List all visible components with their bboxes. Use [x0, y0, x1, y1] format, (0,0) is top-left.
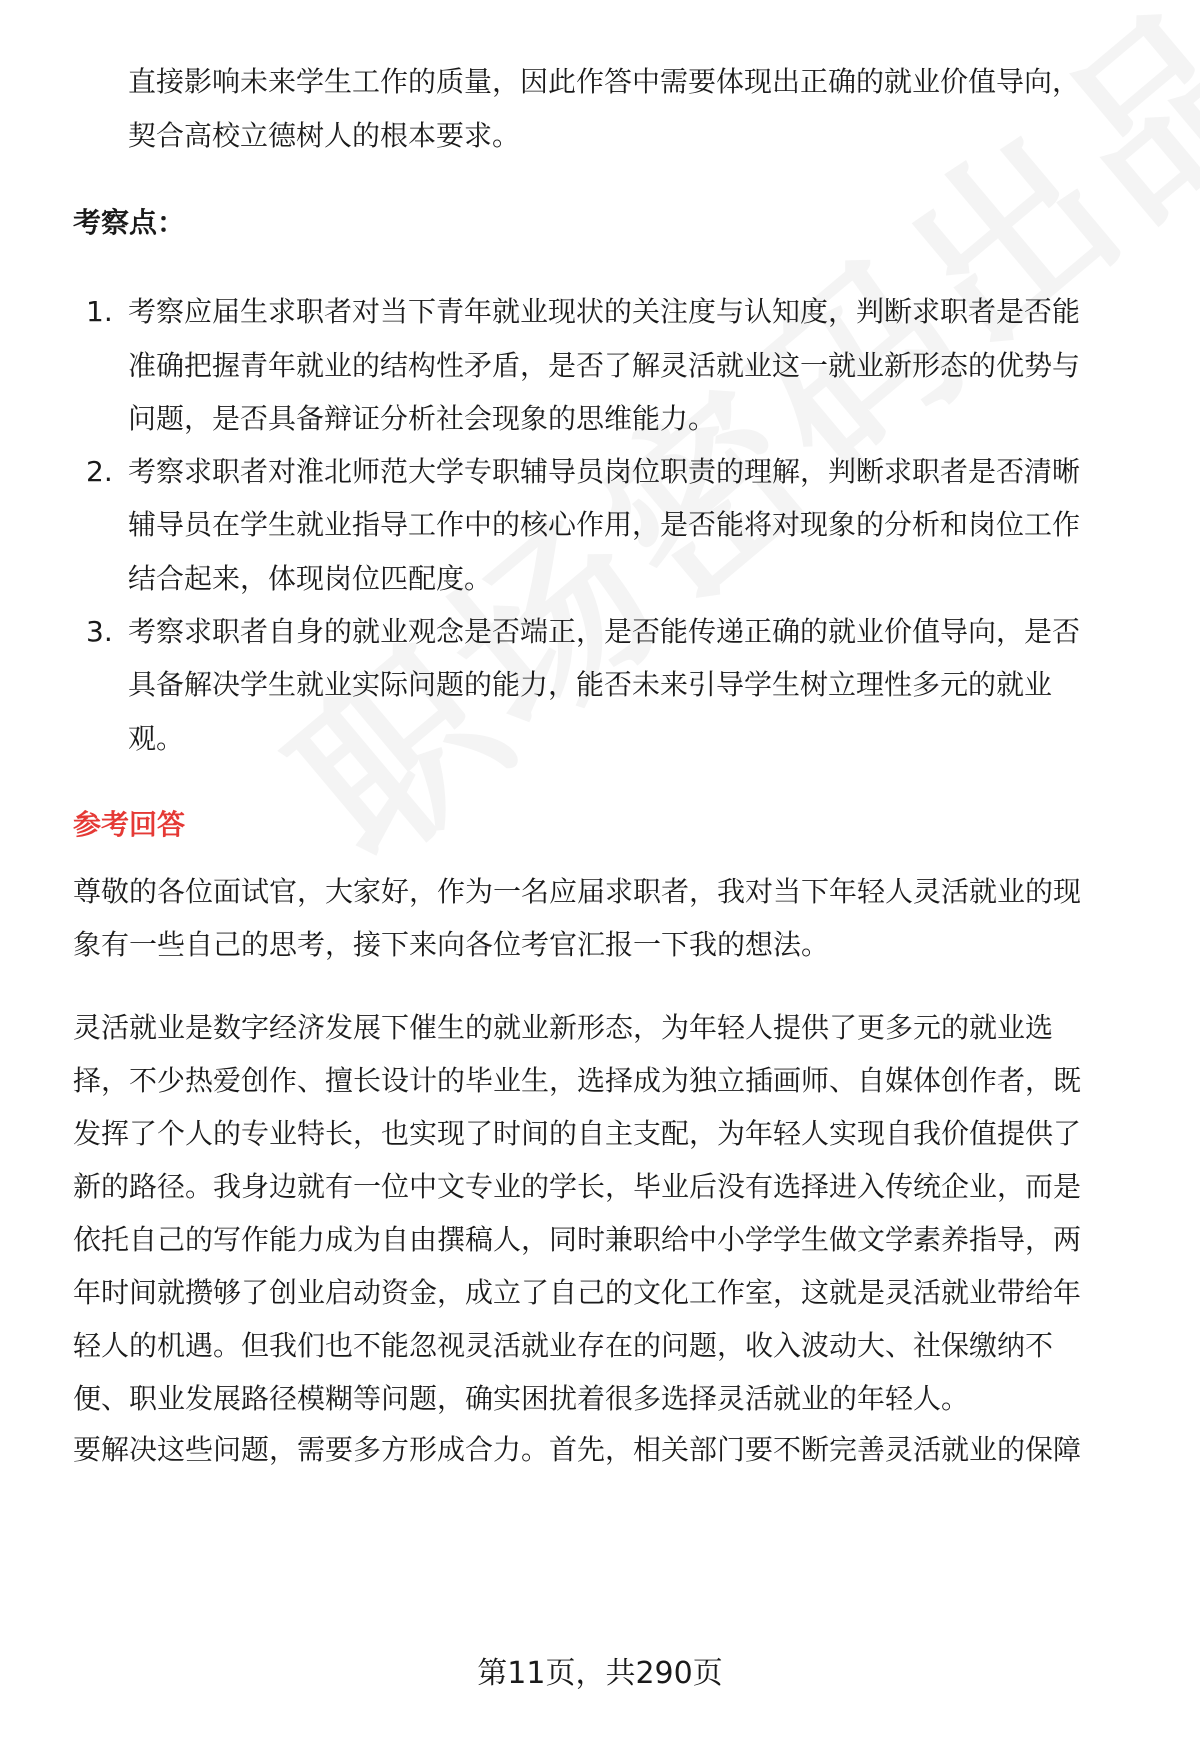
list-item-line: 考察应届生求职者对当下青年就业现状的关注度与认知度，判断求职者是否能 — [128, 295, 1081, 328]
answer-line: 择，不少热爱创作、擅长设计的毕业生，选择成为独立插画师、自媒体创作者，既 — [73, 1064, 1082, 1097]
answer-line: 依托自己的写作能力成为自由撰稿人，同时兼职给中小学学生做文学素养指导，两 — [73, 1223, 1082, 1256]
answer-line: 象有一些自己的思考，接下来向各位考官汇报一下我的想法。 — [73, 928, 830, 961]
list-item-line: 问题，是否具备辩证分析社会现象的思维能力。 — [128, 402, 717, 435]
list-item-number: 1. — [86, 295, 113, 328]
list-item-line: 观。 — [128, 722, 185, 755]
intro-line: 直接影响未来学生工作的质量，因此作答中需要体现出正确的就业价值导向， — [128, 65, 1081, 98]
answer-line: 灵活就业是数字经济发展下催生的就业新形态，为年轻人提供了更多元的就业选 — [73, 1011, 1054, 1044]
list-item-line: 准确把握青年就业的结构性矛盾，是否了解灵活就业这一就业新形态的优势与 — [128, 349, 1081, 382]
answer-line: 新的路径。我身边就有一位中文专业的学长，毕业后没有选择进入传统企业，而是 — [73, 1170, 1082, 1203]
intro-line: 契合高校立德树人的根本要求。 — [128, 119, 521, 152]
answer-line: 尊敬的各位面试官，大家好，作为一名应届求职者，我对当下年轻人灵活就业的现 — [73, 875, 1082, 908]
list-item-line: 辅导员在学生就业指导工作中的核心作用，是否能将对现象的分析和岗位工作 — [128, 508, 1081, 541]
exam-points-heading: 考察点： — [73, 206, 186, 239]
list-item-line: 考察求职者自身的就业观念是否端正，是否能传递正确的就业价值导向，是否 — [128, 615, 1081, 648]
answer-line: 年时间就攒够了创业启动资金，成立了自己的文化工作室，这就是灵活就业带给年 — [73, 1276, 1082, 1309]
reference-answer-heading: 参考回答 — [73, 808, 186, 841]
answer-line: 要解决这些问题，需要多方形成合力。首先，相关部门要不断完善灵活就业的保障 — [73, 1433, 1082, 1466]
list-item-number: 2. — [86, 455, 113, 488]
page-number: 第11页，共290页 — [477, 1656, 723, 1691]
list-item-line: 考察求职者对淮北师范大学专职辅导员岗位职责的理解，判断求职者是否清晰 — [128, 455, 1081, 488]
answer-line: 轻人的机遇。但我们也不能忽视灵活就业存在的问题，收入波动大、社保缴纳不 — [73, 1329, 1054, 1362]
answer-line: 发挥了个人的专业特长，也实现了时间的自主支配，为年轻人实现自我价值提供了 — [73, 1117, 1082, 1150]
list-item-number: 3. — [86, 615, 113, 648]
list-item-line: 具备解决学生就业实际问题的能力，能否未来引导学生树立理性多元的就业 — [128, 668, 1053, 701]
list-item-line: 结合起来，体现岗位匹配度。 — [128, 562, 493, 595]
answer-line: 便、职业发展路径模糊等问题，确实困扰着很多选择灵活就业的年轻人。 — [73, 1382, 970, 1415]
